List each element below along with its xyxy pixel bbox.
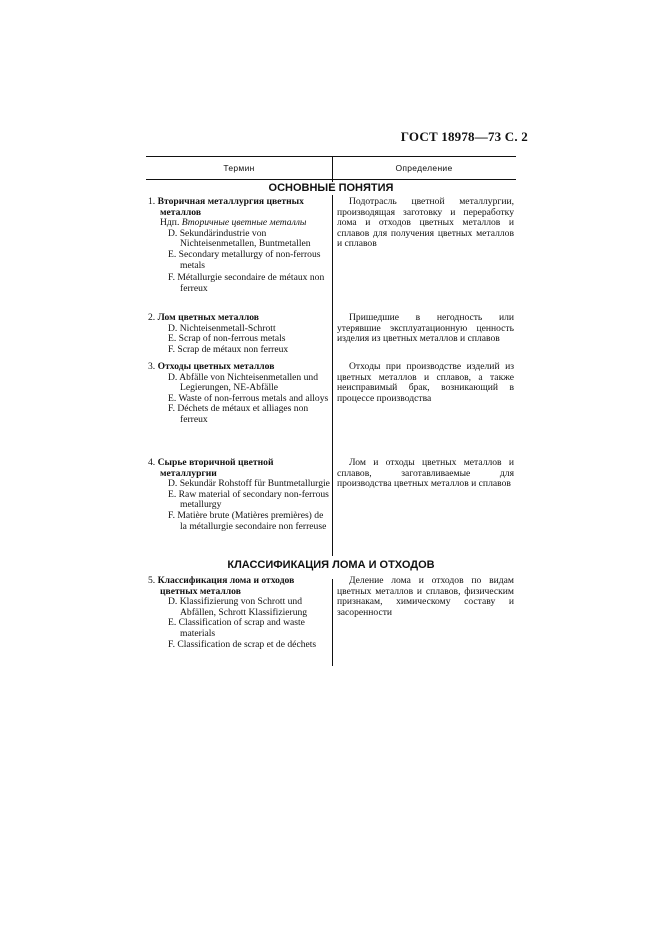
term-english: E. Classification of scrap and waste materials [168,617,305,639]
term-english: E. Waste of non-ferrous metals and alloys [168,392,329,404]
term-title: 3. Отходы цветных металлов [148,361,275,372]
term-title: 1. Вторичная металлургия цветных металлов [148,196,304,218]
term-english: E. Scrap of non-ferrous metals [168,333,286,345]
term-french: F. Classification de scrap et de déchets [168,638,317,650]
column-header-definition: Определение [395,163,453,173]
table-top-rule [146,156,516,157]
column-divider-lower [332,579,333,666]
term-title: 5. Классификация лома и отходов цветных металлов [148,575,295,597]
term-german: D. Abfälle von Nichteisenmetallen und Legierungen, NE-Abfälle [168,371,318,394]
term-french: F. Métallurgie secondaire de métaux non ferreux [168,272,325,294]
term-cell [148,576,330,650]
terms-table [146,156,516,666]
term-german: D. Nichteisenmetall-Schrott [168,322,276,334]
definition-cell: Пришедшие в негодность или утерявшие эксплуатационную ценность изделия из цветных металлов и сплавов [337,312,514,345]
table-header-rule [146,179,516,180]
term-english: E. Raw material of secondary non-ferrous metallurgy [168,488,329,511]
definition-cell: Лом и отходы цветных металлов и сплавов, заготавливаемые для производства цветных металлов и сплавов [337,457,514,490]
term-title: 2. Лом цветных металлов [148,312,259,323]
section-title-classification: КЛАССИФИКАЦИЯ ЛОМА И ОТХОДОВ [146,559,516,572]
term-french: F. Scrap de métaux non ferreux [168,343,289,355]
term-english: E. Secondary metallurgy of non-ferrous metals [168,248,321,271]
term-cell [148,313,330,355]
section-title-basic: ОСНОВНЫЕ ПОНЯТИЯ [146,182,516,195]
term-deprecated: Ндп. Вторичные цветные металлы [160,217,307,229]
term-german: D. Sekundärindustrie von Nichteisenmetallen, Buntmetallen [168,227,311,250]
definition-cell: Отходы при производстве изделий из цветных металлов и сплавов, а также неисправимый брак, возникающий в процессе производства [337,361,514,404]
term-title: 4. Сырье вторичной цветной металлургии [148,457,274,479]
column-divider [332,156,333,556]
term-french: F. Déchets de métaux et alliages non ferreux [168,403,309,425]
term-german: D. Sekundär Rohstoff für Buntmetallurgie [168,478,330,490]
page-header: ГОСТ 18978—73 С. 2 [400,129,528,144]
column-header-term: Термин [223,163,255,173]
definition-cell: Подотрасль цветной металлургии, производящая заготовку и переработку лома и отходов цветных металлов и сплавов для получения цветных металлов и сплавов [337,196,514,250]
term-german: D. Klassifizierung von Schrott und Abfällen, Schrott Klassifizierung [168,596,308,618]
term-cell [148,458,330,532]
term-cell [148,197,330,294]
definition-cell: Деление лома и отходов по видам цветных металлов и сплавов, физическим признакам, химическому составу и засоренности [337,575,514,618]
term-french: F. Matière brute (Matières premières) de la métallurgie secondaire non ferreuse [168,509,327,532]
term-cell [148,362,330,426]
